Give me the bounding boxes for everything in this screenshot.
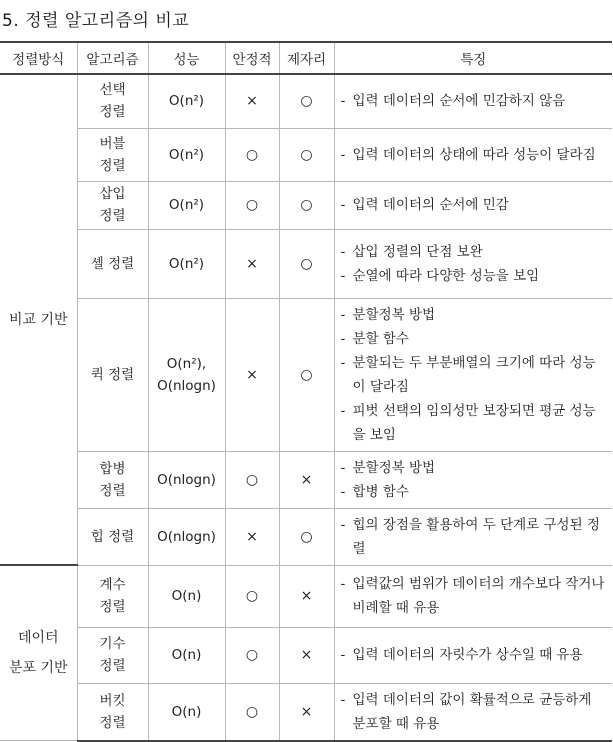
stable-mark: × bbox=[225, 74, 279, 128]
features-cell bbox=[334, 683, 612, 741]
feature-item: - 힙의 장점을 활용하여 두 단계로 구성된 정렬 bbox=[341, 513, 607, 561]
feature-item: - 입력 데이터의 값이 확률적으로 균등하게 분포할 때 유용 bbox=[341, 688, 607, 736]
table-row bbox=[0, 229, 612, 298]
performance-value: O(nlogn) bbox=[157, 528, 216, 545]
table-row bbox=[0, 74, 612, 128]
features-cell bbox=[334, 74, 612, 128]
inplace-mark: × bbox=[279, 451, 334, 508]
stable-mark: ○ bbox=[225, 181, 279, 229]
algorithm-name: 정렬 bbox=[99, 599, 126, 615]
performance-value: O(n²) bbox=[168, 93, 205, 110]
performance-value: O(n²) bbox=[168, 146, 205, 163]
table-row bbox=[0, 451, 612, 508]
inplace-mark: ○ bbox=[279, 229, 334, 298]
header-performance: 성능 bbox=[148, 42, 225, 74]
performance-cell bbox=[148, 181, 225, 229]
table-row bbox=[0, 128, 612, 181]
algorithm-cell bbox=[77, 298, 148, 451]
table-row bbox=[0, 565, 612, 627]
features-cell bbox=[334, 627, 612, 683]
stable-mark: ○ bbox=[225, 128, 279, 181]
stable-mark: ○ bbox=[225, 451, 279, 508]
inplace-mark: × bbox=[279, 565, 334, 627]
stable-mark: × bbox=[225, 229, 279, 298]
stable-mark: ○ bbox=[225, 627, 279, 683]
algorithm-cell bbox=[77, 229, 148, 298]
header-method: 정렬방식 bbox=[0, 42, 77, 74]
performance-cell bbox=[148, 565, 225, 627]
performance-cell bbox=[148, 74, 225, 128]
performance-value: O(nlogn) bbox=[157, 471, 216, 488]
performance-value: O(n²) bbox=[168, 197, 205, 213]
stable-mark: ○ bbox=[225, 683, 279, 741]
sort-comparison-table bbox=[0, 41, 612, 742]
stable-mark: ○ bbox=[225, 565, 279, 627]
algorithm-name: 힙 정렬 bbox=[90, 528, 135, 545]
sort-method-label: 분포 기반 bbox=[8, 660, 68, 676]
features-cell bbox=[334, 565, 612, 627]
inplace-mark: ○ bbox=[279, 74, 334, 128]
table-row bbox=[0, 508, 612, 565]
table-row bbox=[0, 298, 612, 451]
algorithm-name: 계수 bbox=[99, 577, 126, 593]
algorithm-name: 기수 bbox=[99, 636, 126, 652]
algorithm-cell bbox=[77, 451, 148, 508]
header-inplace: 제자리 bbox=[279, 42, 334, 74]
inplace-mark: ○ bbox=[279, 181, 334, 229]
header-algorithm: 알고리즘 bbox=[77, 42, 148, 74]
features-cell bbox=[334, 298, 612, 451]
feature-item: - 삽입 정렬의 단점 보완 bbox=[341, 240, 607, 264]
algorithm-cell bbox=[77, 627, 148, 683]
inplace-mark: × bbox=[279, 627, 334, 683]
performance-value: O(n²) bbox=[168, 255, 205, 272]
algorithm-name: 합병 bbox=[99, 460, 126, 477]
performance-cell bbox=[148, 298, 225, 451]
algorithm-name: 정렬 bbox=[99, 658, 126, 674]
inplace-mark: ○ bbox=[279, 128, 334, 181]
algorithm-name: 버킷 bbox=[99, 692, 126, 709]
inplace-mark: × bbox=[279, 683, 334, 741]
algorithm-name: 정렬 bbox=[99, 157, 126, 174]
feature-item: - 분할되는 두 부분배열의 크기에 따라 성능이 달라짐 bbox=[341, 351, 607, 399]
table-body bbox=[0, 74, 612, 741]
table-row bbox=[0, 683, 612, 741]
feature-item: - 입력 데이터의 순서에 민감하지 않음 bbox=[341, 89, 607, 113]
algorithm-name: 정렬 bbox=[99, 208, 126, 224]
stable-mark: × bbox=[225, 298, 279, 451]
algorithm-name: 정렬 bbox=[99, 714, 126, 731]
performance-value: O(n) bbox=[171, 703, 202, 720]
performance-value: O(nlogn) bbox=[157, 377, 216, 394]
algorithm-name: 삽입 bbox=[99, 186, 126, 202]
features-cell bbox=[334, 128, 612, 181]
algorithm-cell bbox=[77, 74, 148, 128]
sort-method-label: 비교 기반 bbox=[8, 311, 68, 328]
performance-cell bbox=[148, 128, 225, 181]
feature-item: - 분할정복 방법 bbox=[341, 303, 607, 327]
performance-cell bbox=[148, 627, 225, 683]
performance-value: O(n) bbox=[171, 588, 202, 604]
feature-item: - 분할정복 방법 bbox=[341, 456, 607, 480]
header-features: 특징 bbox=[334, 42, 612, 74]
algorithm-name: 정렬 bbox=[99, 104, 126, 121]
sort-method-cell bbox=[0, 74, 77, 565]
stable-mark: × bbox=[225, 508, 279, 565]
algorithm-cell bbox=[77, 128, 148, 181]
feature-item: - 분할 함수 bbox=[341, 327, 607, 351]
feature-item: - 피벗 선택의 임의성만 보장되면 평균 성능을 보임 bbox=[341, 399, 607, 447]
performance-value: O(n²), bbox=[166, 355, 207, 372]
table-row bbox=[0, 181, 612, 229]
features-cell bbox=[334, 508, 612, 565]
algorithm-name: 퀵 정렬 bbox=[90, 366, 135, 383]
performance-cell bbox=[148, 683, 225, 741]
inplace-mark: ○ bbox=[279, 508, 334, 565]
sort-method-label: 데이터 bbox=[17, 630, 59, 646]
header-row bbox=[0, 42, 612, 74]
performance-cell bbox=[148, 508, 225, 565]
performance-value: O(n) bbox=[171, 647, 202, 663]
feature-item: - 순열에 따라 다양한 성능을 보임 bbox=[341, 264, 607, 288]
features-cell bbox=[334, 229, 612, 298]
performance-cell bbox=[148, 229, 225, 298]
algorithm-name: 버블 bbox=[99, 135, 126, 152]
sort-method-cell bbox=[0, 565, 77, 741]
feature-item: - 입력값의 범위가 데이터의 개수보다 작거나 비례할 때 유용 bbox=[341, 572, 607, 620]
algorithm-cell bbox=[77, 181, 148, 229]
header-stable: 안정적 bbox=[225, 42, 279, 74]
feature-item: - 입력 데이터의 순서에 민감 bbox=[341, 193, 607, 217]
algorithm-name: 정렬 bbox=[99, 482, 126, 499]
page-title: 5. 정렬 알고리즘의 비교 bbox=[2, 11, 190, 31]
features-cell bbox=[334, 451, 612, 508]
algorithm-name: 셸 정렬 bbox=[90, 255, 135, 272]
table-row bbox=[0, 627, 612, 683]
algorithm-cell bbox=[77, 565, 148, 627]
algorithm-cell bbox=[77, 508, 148, 565]
inplace-mark: ○ bbox=[279, 298, 334, 451]
performance-cell bbox=[148, 451, 225, 508]
features-cell bbox=[334, 181, 612, 229]
algorithm-cell bbox=[77, 683, 148, 741]
feature-item: - 입력 데이터의 상태에 따라 성능이 달라짐 bbox=[341, 143, 607, 167]
feature-item: - 입력 데이터의 자릿수가 상수일 때 유용 bbox=[341, 643, 607, 667]
feature-item: - 합병 함수 bbox=[341, 480, 607, 504]
algorithm-name: 선택 bbox=[99, 82, 126, 99]
